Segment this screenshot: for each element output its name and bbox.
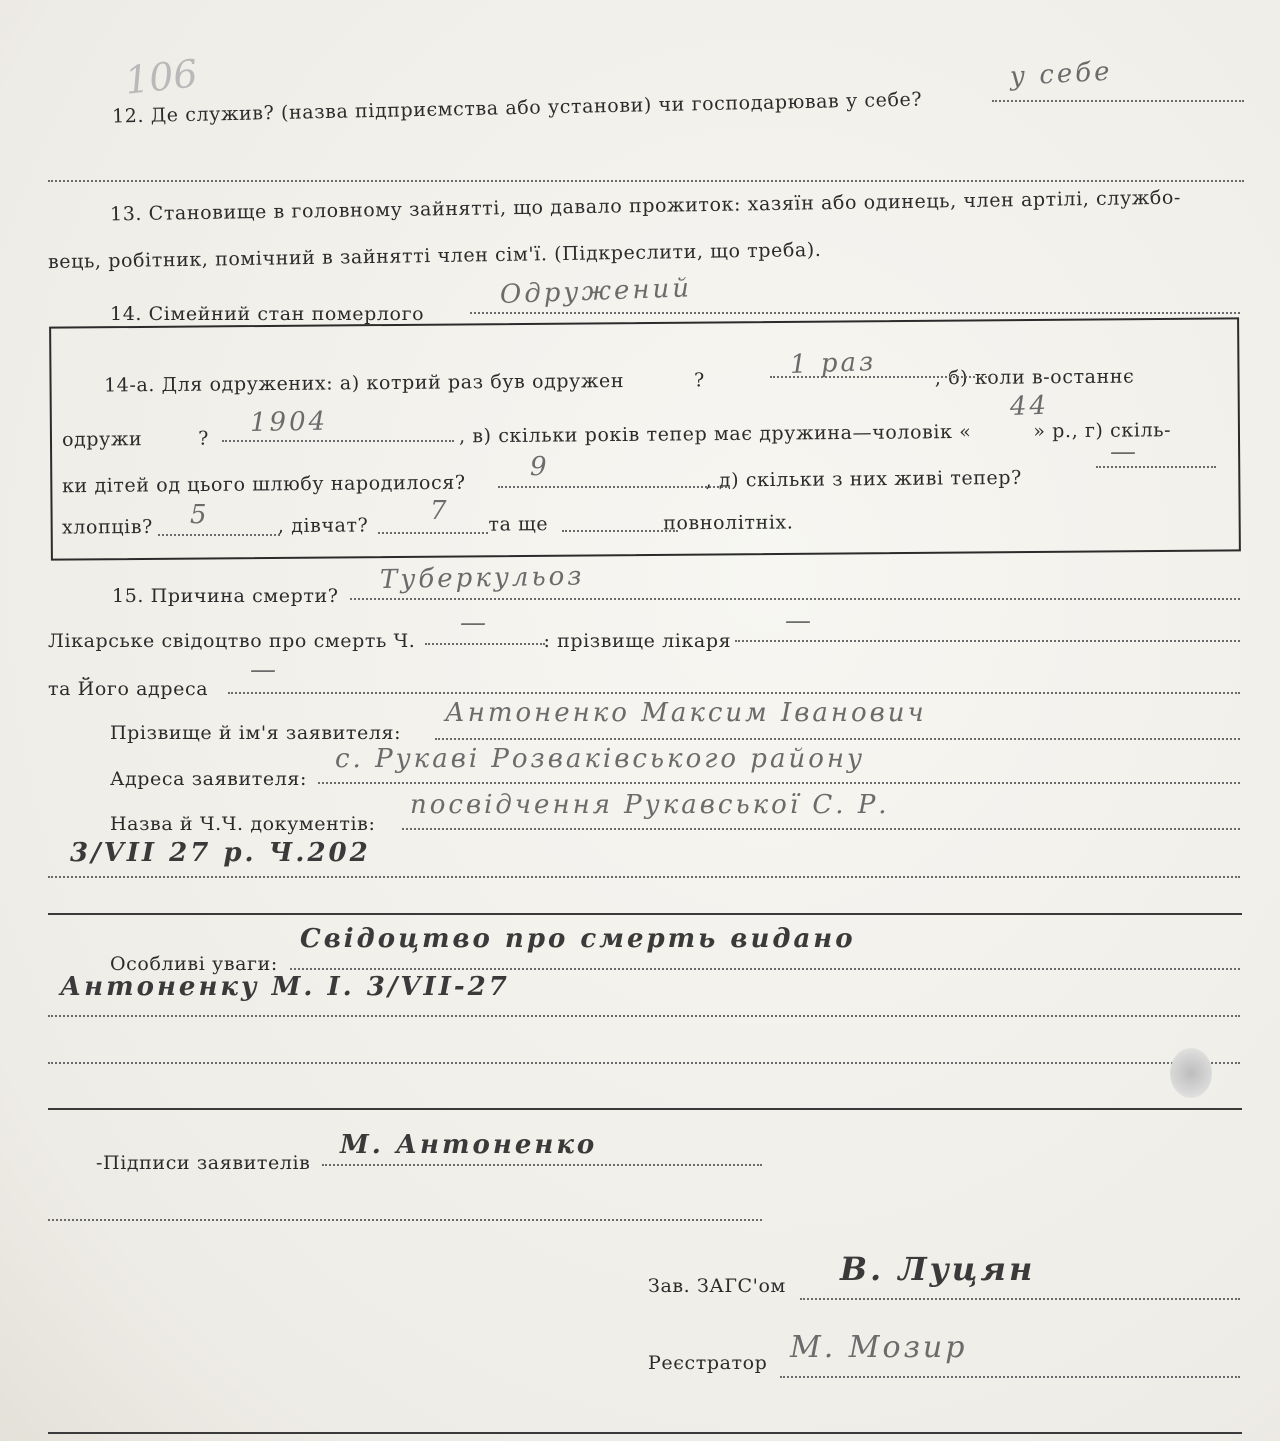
- applicant-signature-line-2: [48, 1219, 762, 1221]
- bottom-divider: [48, 1432, 1242, 1434]
- head-registry-line: [800, 1298, 1240, 1300]
- item-14-answer-line: [470, 312, 1240, 314]
- applicant-signature: М. Антоненко: [340, 1130, 598, 1160]
- item-15-answer: Туберкульоз: [379, 561, 585, 595]
- applicant-address: с. Рукаві Розваківського району: [335, 744, 866, 774]
- item-14a-q1: ?: [693, 369, 705, 392]
- item-12-label: 12. Де служив? (назва підприємства або установи) чи господарював у себе?: [111, 88, 923, 128]
- doctor-address-line: [228, 692, 1240, 694]
- applicant-signature-label: -Підписи заявителів: [96, 1152, 311, 1174]
- registrar-label: Реєстратор: [648, 1352, 768, 1374]
- documents-value-2: 3/VII 27 р. Ч.202: [70, 838, 371, 868]
- item-14a-living: —: [1110, 437, 1139, 467]
- certificate-number-line: [425, 643, 545, 645]
- doctor-name: —: [785, 606, 814, 636]
- item-14a-boys-label: хлопців?: [61, 515, 153, 539]
- remarks-line-3: [48, 1062, 1240, 1064]
- applicant-name: Антоненко Максим Іванович: [445, 698, 927, 728]
- certificate-number: —: [460, 608, 489, 638]
- item-14a-girls: 7: [430, 496, 450, 526]
- applicant-name-line: [435, 738, 1240, 740]
- remarks-value-1: Свідоцтво про смерть видано: [300, 924, 856, 954]
- item-14a-children: 9: [530, 452, 550, 482]
- item-12-continuation-line: [48, 180, 1244, 182]
- registrar-line: [780, 1376, 1240, 1378]
- item-14-answer: Одружений: [499, 273, 693, 310]
- item-14a-children-label: ки дітей од цього шлюбу народилося?: [61, 471, 466, 498]
- doctor-address-label: та Його адреса: [48, 678, 209, 700]
- item-14a-boys: 5: [190, 500, 210, 530]
- item-14a-living-label: , д) скільки з них живі тепер?: [705, 466, 1022, 492]
- item-14a-marriage-count: 1 раз: [789, 347, 877, 380]
- item-14a-married-when-label: одружи: [61, 428, 143, 451]
- item-14a-marriage-year: 1904: [249, 406, 329, 438]
- item-14a-q2: ?: [198, 427, 210, 450]
- head-registry-label: Зав. ЗАГС'ом: [648, 1275, 786, 1297]
- item-14a-spouse-age-close: » р., г) скіль-: [1033, 419, 1172, 443]
- item-12-answer-line: [992, 100, 1244, 102]
- doctor-address: —: [250, 655, 279, 685]
- item-14a-boys-line: [158, 534, 280, 536]
- remarks-line-2: [48, 1015, 1240, 1017]
- page-number: 106: [122, 51, 200, 103]
- item-14a-adults-suffix: повнолітніх.: [663, 511, 794, 535]
- remarks-label: Особливі уваги:: [110, 953, 278, 975]
- documents-line-2: [48, 876, 1240, 878]
- item-14a-adults-label: та ще: [488, 513, 549, 536]
- registrar-signature: М. Мозир: [790, 1330, 968, 1365]
- item-15-answer-line: [350, 598, 1240, 600]
- item-15-label: 15. Причина смерти?: [112, 585, 339, 607]
- item-14a-children-line: [498, 486, 730, 488]
- remarks-line-1: [290, 968, 1240, 970]
- documents-value: посвідчення Рукавської С. Р.: [410, 790, 890, 820]
- item-13-line-2: вець, робітник, помічний в зайнятті член сім'ї. (Підкреслити, що треба).: [47, 238, 822, 274]
- item-14a-girls-line: [378, 532, 488, 534]
- item-14a-adults-line: [562, 530, 678, 532]
- applicant-address-label: Адреса заявителя:: [110, 768, 307, 790]
- item-14-label: 14. Сімейний стан померлого: [110, 303, 425, 325]
- documents-line: [402, 828, 1240, 830]
- ink-blot: [1170, 1048, 1212, 1098]
- section-divider-2: [48, 1108, 1242, 1110]
- documents-label: Назва й Ч.Ч. документів:: [110, 813, 376, 835]
- item-13-line-1: 13. Становище в головному зайнятті, що давало прожиток: хазяїн або одинець, член артілі, службо-: [109, 186, 1182, 226]
- doctor-label: : прізвище лікаря: [543, 630, 732, 652]
- section-divider-1: [48, 913, 1242, 915]
- item-14a-marriage-count-label: 14-а. Для одружених: а) котрий раз був одружен: [103, 369, 625, 397]
- certificate-label-text: Лікарське свідоцтво про смерть Ч.: [48, 630, 416, 652]
- item-12-answer: у себе: [1009, 56, 1114, 92]
- remarks-value-2: Антоненку М. І. 3/VII-27: [60, 972, 510, 1002]
- item-14a-spouse-age: 44: [1009, 390, 1050, 422]
- applicant-signature-line: [322, 1164, 762, 1166]
- item-14a-year-line: [222, 440, 454, 442]
- item-14a-spouse-age-label: , в) скільки років тепер має дружина—чоловік «: [458, 420, 972, 448]
- item-14a-b-label: , б) коли в-останнє: [934, 365, 1135, 390]
- item-14a-girls-label: , дівчат?: [277, 514, 369, 538]
- head-registry-signature: В. Луцян: [840, 1250, 1036, 1288]
- doctor-name-line: [735, 640, 1240, 642]
- certificate-label: [48, 630, 731, 652]
- applicant-address-line: [318, 782, 1240, 784]
- applicant-name-label: Прізвище й ім'я заявителя:: [110, 722, 402, 744]
